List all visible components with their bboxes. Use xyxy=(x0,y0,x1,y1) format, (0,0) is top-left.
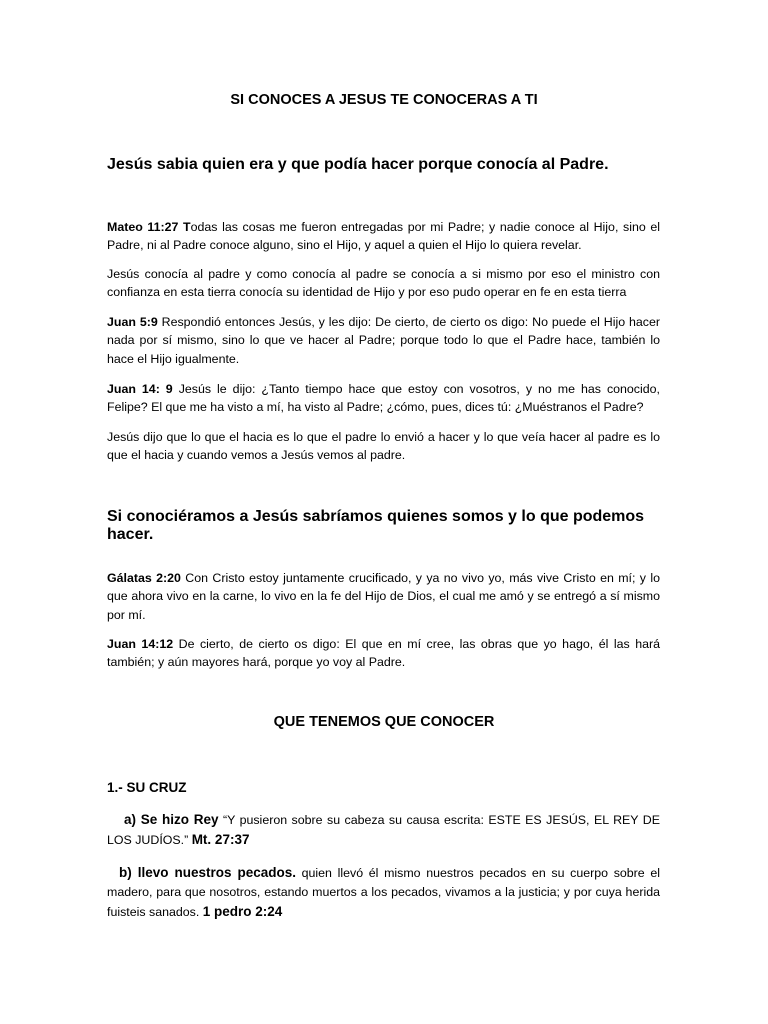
verse-text: Respondió entonces Jesús, y les dijo: De cierto, de cierto os digo: No puede el Hijo hacer nada por sí mismo, sino lo que ve hacer al Padre; porque todo lo que el Padre hace, también lo hace el Hijo igualmente. xyxy=(107,315,660,366)
list-item-se-hizo-rey xyxy=(107,810,660,850)
item-label: b) llevo nuestros pecados. xyxy=(119,865,296,880)
list-item-llevo-pecados xyxy=(107,863,660,922)
paragraph-commentary-1: Jesús conocía al padre y como conocía al padre se conocía a si mismo por eso el ministro con confianza en esta tierra conocía su identidad de Hijo y por eso pudo operar en fe en esta tierra xyxy=(107,267,660,300)
paragraph-juan-14-9 xyxy=(107,380,660,417)
item-reference: 1 pedro 2:24 xyxy=(202,904,283,919)
paragraph-juan-5-9 xyxy=(107,313,660,368)
item-label: a) Se hizo Rey xyxy=(124,812,219,827)
section-su-cruz: 1.- SU CRUZ xyxy=(107,780,187,795)
verse-text: odas las cosas me fueron entregadas por mi Padre; y nadie conoce al Hijo, sino el Padre, ni al Padre conoce alguno, sino el Hijo, y aquel a quien el Hijo lo quiera revelar. xyxy=(107,220,660,253)
heading-que-tenemos: QUE TENEMOS QUE CONOCER xyxy=(273,714,495,730)
verse-reference: Juan 14:12 xyxy=(107,637,174,651)
paragraph-juan-14-12 xyxy=(107,635,660,672)
verse-text: Jesús le dijo: ¿Tanto tiempo hace que estoy con vosotros, y no me has conocido, Felipe? El que me ha visto a mí, ha visto al Padre; ¿cómo, pues, dices tú: ¿Muéstranos el Padre? xyxy=(107,382,660,415)
verse-reference: Mateo 11:27 T xyxy=(107,220,191,234)
verse-reference: Gálatas 2:20 xyxy=(107,571,181,585)
paragraph-galatas-2-20 xyxy=(107,569,660,624)
verse-reference: Juan 14: 9 xyxy=(107,382,173,396)
heading-jesus-sabia: Jesús sabia quien era y que podía hacer porque conocía al Padre. xyxy=(107,156,609,173)
item-reference: Mt. 27:37 xyxy=(191,832,250,847)
verse-reference: Juan 5:9 xyxy=(107,315,158,329)
document-title: SI CONOCES A JESUS TE CONOCERAS A TI xyxy=(230,92,538,108)
verse-text: De cierto, de cierto os digo: El que en mí cree, las obras que yo hago, él las hará también; y aún mayores hará, porque yo voy al Padre. xyxy=(107,637,660,670)
paragraph-commentary-2: Jesús dijo que lo que el hacia es lo que el padre lo envió a hacer y lo que veía hacer al padre es lo que el hacia y cuando vemos a Jesús vemos al padre. xyxy=(107,430,660,463)
item-text: quien llevó él mismo nuestros pecados en su cuerpo sobre el madero, para que nosotros, estando muertos a los pecados, vivamos a la justicia; y por cuya herida fuisteis sanados. xyxy=(107,866,660,919)
item-text: “Y pusieron sobre su cabeza su causa escrita: ESTE ES JESÚS, EL REY DE LOS JUDÍOS.” xyxy=(107,813,660,847)
paragraph-mateo-11-27 xyxy=(107,218,660,255)
heading-si-conocieramos: Si conociéramos a Jesús sabríamos quienes somos y lo que podemos hacer. xyxy=(107,508,645,543)
verse-text: Con Cristo estoy juntamente crucificado, y ya no vivo yo, más vive Cristo en mí; y lo que ahora vivo en la carne, lo vivo en la fe del Hijo de Dios, el cual me amó y se entregó a sí mismo por mí. xyxy=(107,571,661,622)
